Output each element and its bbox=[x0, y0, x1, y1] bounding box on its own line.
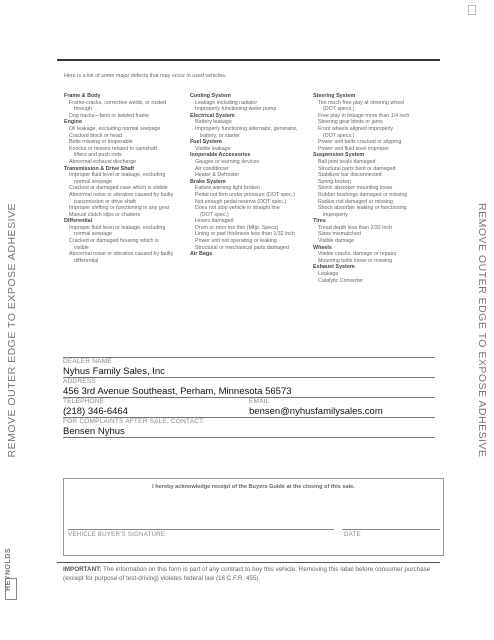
defect-item: normal seepage bbox=[74, 231, 112, 238]
defect-item: Frame-cracks, corrective welds, or rusted bbox=[69, 99, 167, 106]
dealer-telephone: (218) 346-6464 bbox=[63, 406, 128, 417]
defect-item: Abnormal exhaust discharge bbox=[69, 158, 137, 165]
important-notice bbox=[63, 566, 445, 583]
top-divider bbox=[57, 59, 440, 61]
telephone-label: TELEPHONE bbox=[63, 398, 105, 405]
defect-item: Improper fluid level or leakage, excluding bbox=[69, 172, 166, 179]
defect-item: Free play in linkage more than 1/4 inch bbox=[318, 112, 410, 119]
defect-category-heading: Transmission & Drive Shaft bbox=[64, 165, 135, 172]
dealer-info bbox=[63, 357, 435, 438]
defect-item: Lining or pad thickness less than 1/32 inch bbox=[195, 231, 295, 238]
acknowledgement-text: I hereby acknowledge receipt of the Buyers Guide at the closing of this sale. bbox=[152, 484, 355, 490]
defect-item: Belts missing or inoperable bbox=[69, 139, 133, 146]
defect-item: Pedal not firm under pressure (DOT spec.) bbox=[195, 191, 295, 198]
defect-item: Abnormal noise or vibration caused by faulty bbox=[69, 191, 174, 198]
defect-category-heading: Tires bbox=[313, 218, 326, 225]
defect-item: Heater & Defroster bbox=[195, 172, 240, 179]
defect-item: Does not stop vehicle in straight line bbox=[195, 205, 280, 212]
defects-column-2 bbox=[190, 93, 314, 258]
defect-item: Shock absorber leaking or functioning bbox=[318, 205, 407, 212]
defect-category-heading: Suspension System bbox=[313, 152, 365, 159]
defect-item: Cracked or damaged housing which is bbox=[69, 238, 159, 245]
defect-item: Drum or rotor too thin (Mfgr. Specs) bbox=[195, 224, 279, 231]
defect-category-heading: Exhaust System bbox=[313, 264, 355, 271]
complaints-label: FOR COMPLAINTS AFTER SALE, CONTACT: bbox=[63, 418, 205, 425]
defect-item: Visible damage bbox=[318, 238, 355, 245]
defect-item: Improper fluid level or leakage, excluding bbox=[69, 224, 166, 231]
complaints-contact: Bensen Nyhus bbox=[63, 426, 125, 437]
defect-item: Improper shifting or functioning in any gear bbox=[69, 205, 170, 212]
rule bbox=[63, 437, 435, 438]
defect-item: improperly bbox=[323, 211, 348, 218]
contact-row bbox=[63, 398, 435, 417]
address-label: ADDRESS bbox=[63, 378, 96, 385]
dealer-name: Nyhus Family Sales, Inc bbox=[63, 366, 165, 377]
defect-item: Cracked or damaged case which is visible bbox=[69, 185, 168, 192]
defect-item: Rubber bushings damaged or missing bbox=[318, 191, 408, 198]
defect-category-heading: Fuel System bbox=[190, 139, 222, 146]
defect-item: Improperly functioning water pump bbox=[195, 106, 277, 113]
dealer-address: 456 3rd Avenue Southeast, Perham, Minnesota 56573 bbox=[63, 386, 292, 397]
corner-mark bbox=[468, 5, 476, 15]
defects-column-3 bbox=[313, 93, 443, 284]
defect-item: Structural parts bent or damaged bbox=[318, 165, 396, 172]
defect-item: Battery leakage bbox=[195, 119, 232, 126]
defect-item: Visible leakage bbox=[195, 145, 231, 152]
dealer-name-label: DEALER NAME bbox=[63, 358, 112, 365]
defect-item: Dog tracks—bent or twisted frame bbox=[69, 112, 150, 119]
defects-column-1 bbox=[64, 93, 204, 264]
defect-item: (DOT spec.) bbox=[200, 211, 229, 218]
defect-item: Mounting bolts loose or missing bbox=[318, 257, 393, 264]
defect-item: Stabilizer bar disconnected bbox=[318, 172, 382, 179]
defect-category-heading: Inoperable Accessories bbox=[190, 152, 251, 159]
defect-category-heading: Differential bbox=[64, 218, 93, 225]
signature-label: VEHICLE BUYER'S SIGNATURE bbox=[68, 531, 166, 538]
defect-item: Cracked block or head bbox=[69, 132, 122, 139]
defect-item: Front wheels aligned improperly bbox=[318, 125, 394, 132]
important-label: IMPORTANT: bbox=[63, 566, 102, 573]
defect-item: Leakage including radiator bbox=[195, 99, 258, 106]
bottom-divider bbox=[57, 562, 440, 563]
adhesive-notice-left-text: REMOVE OUTER EDGE TO EXPOSE ADHESIVE bbox=[6, 202, 18, 458]
defect-item: Tread depth less than 2/32 inch bbox=[318, 224, 393, 231]
defect-item: visible bbox=[74, 244, 89, 251]
adhesive-notice-left bbox=[5, 200, 19, 460]
defect-item: Knocks or misses related to camshaft bbox=[69, 145, 158, 152]
defect-category-heading: Brake System bbox=[190, 178, 226, 185]
defect-category-heading: Electrical System bbox=[190, 112, 235, 119]
brand-logo bbox=[5, 548, 17, 620]
defect-item: Catalytic Converter bbox=[318, 277, 364, 284]
defect-item: lifters and push rods bbox=[74, 152, 122, 159]
date-line[interactable] bbox=[342, 529, 440, 530]
defect-category-heading: Wheels bbox=[313, 244, 332, 251]
email-label: EMAIL bbox=[249, 398, 270, 405]
date-label: DATE bbox=[344, 531, 361, 538]
defect-category-heading: Steering System bbox=[313, 93, 356, 99]
important-text: The information on this form is part of any contract to buy this vehicle. Removing this label before consumer purchase (except for purpose of test-driving) violates federal law (16 C.F.R. 455). bbox=[63, 566, 431, 582]
defect-category-heading: Engine bbox=[64, 119, 82, 126]
defect-item: Improperly functioning alternator, generator, bbox=[195, 125, 298, 132]
defect-item: Power unit belts cracked or slipping bbox=[318, 139, 402, 146]
defect-item: Spring broken bbox=[318, 178, 351, 185]
defect-item: Steering gear binds or jams bbox=[318, 119, 383, 126]
defect-item: Oil leakage, excluding normal seepage bbox=[69, 125, 161, 132]
defect-item: normal seepage bbox=[74, 178, 112, 185]
defect-item: Hoses damaged bbox=[195, 218, 234, 225]
defect-item: Failure warning light broken bbox=[195, 185, 261, 192]
defect-item: battery, or starter bbox=[200, 132, 240, 139]
defect-item: Air conditioner bbox=[195, 165, 229, 172]
defect-item: Sizes mismatched bbox=[318, 231, 361, 238]
defect-item: differential bbox=[74, 257, 99, 264]
defects-intro: Here is a list of some major defects that may occur in used vehicles. bbox=[64, 73, 227, 79]
defect-item: Power unit fluid level improper bbox=[318, 145, 389, 152]
defect-item: Shock absorber mounting loose bbox=[318, 185, 393, 192]
defect-item: Ball joint seals damaged bbox=[318, 158, 376, 165]
logo-text: REYNOLDS bbox=[5, 548, 12, 591]
defect-item: Too much free play at steering wheel bbox=[318, 99, 405, 106]
defect-item: Power unit not operating or leaking bbox=[195, 238, 277, 245]
defect-item: (DOT specs.) bbox=[323, 106, 355, 113]
defect-item: Leakage bbox=[318, 271, 339, 278]
defect-category-heading: Frame & Body bbox=[64, 93, 101, 99]
adhesive-notice-right-text: REMOVE OUTER EDGE TO EXPOSE ADHESIVE bbox=[476, 202, 488, 458]
adhesive-notice-right bbox=[475, 200, 489, 460]
defect-item: Structural or mechanical parts damaged bbox=[195, 244, 289, 251]
defect-item: through bbox=[74, 106, 92, 113]
dealer-email: bensen@nyhusfamilysales.com bbox=[249, 406, 383, 417]
defect-item: Manual clutch slips or chatters bbox=[69, 211, 141, 218]
signature-line[interactable] bbox=[68, 529, 334, 530]
defect-item: Radius rod damaged or missing bbox=[318, 198, 393, 205]
defect-item: Not enough pedal reserve (DOT spec.) bbox=[195, 198, 287, 205]
defect-item: (DOT specs.) bbox=[323, 132, 355, 139]
defect-category-heading: Cooling System bbox=[190, 93, 231, 99]
defect-item: transmission or drive shaft bbox=[74, 198, 136, 205]
defect-item: Gauges or warning devices bbox=[195, 158, 260, 165]
defect-category-heading: Air Bags bbox=[190, 251, 213, 258]
acknowledgement-box bbox=[63, 478, 444, 556]
defect-item: Visible cracks, damage or repairs bbox=[318, 251, 397, 258]
defect-item: Abnormal noise or vibration caused by faulty bbox=[69, 251, 174, 258]
